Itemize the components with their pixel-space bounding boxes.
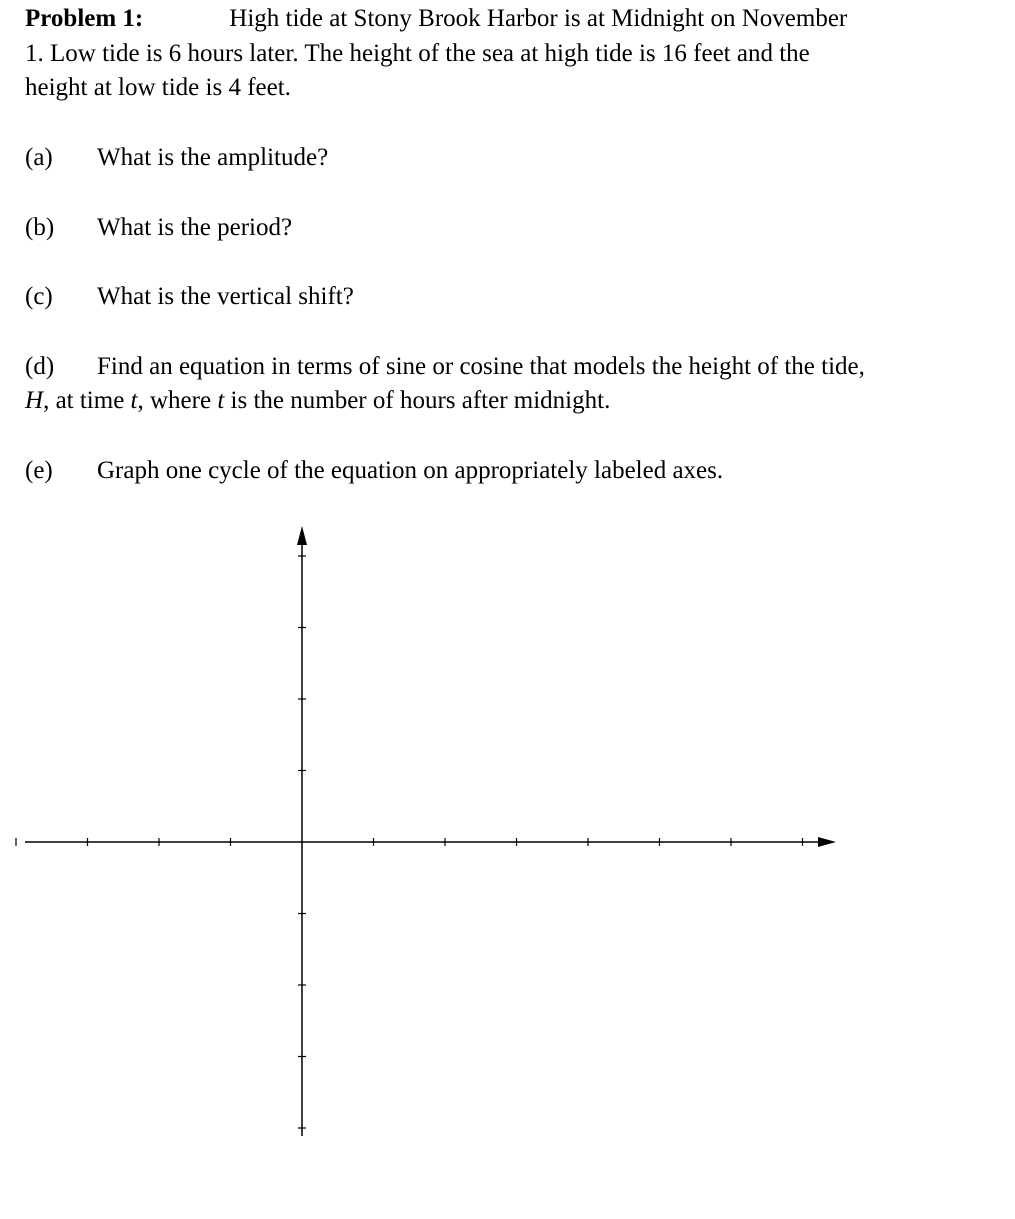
- problem-line-3: height at low tide is 4 feet.: [25, 74, 291, 101]
- question-c-text: What is the vertical shift?: [97, 283, 354, 310]
- var-H: H: [25, 387, 44, 414]
- question-b-text: What is the period?: [97, 214, 293, 241]
- problem-line-2: 1. Low tide is 6 hours later. The height of the sea at high tide is 16 feet and the: [25, 40, 810, 67]
- question-e-label: (e): [25, 457, 53, 484]
- question-e-text: Graph one cycle of the equation on appropriately labeled axes.: [97, 457, 724, 484]
- question-d-cont-3: is the number of hours after midnight.: [224, 387, 611, 414]
- question-a-label: (a): [25, 144, 53, 171]
- question-d-text: Find an equation in terms of sine or cosine that models the height of the tide,: [97, 353, 865, 380]
- var-t-2: t: [217, 387, 225, 414]
- question-d-label: (d): [25, 353, 55, 380]
- var-t-1: t: [130, 387, 138, 414]
- question-d-cont-1: , at time: [43, 387, 131, 414]
- y-axis-arrow: [297, 526, 307, 545]
- x-axis-arrow: [818, 837, 836, 847]
- axes-group: [25, 526, 836, 1136]
- problem-text-1: High tide at Stony Brook Harbor is at Midnight on November: [229, 5, 848, 32]
- question-a-text: What is the amplitude?: [97, 144, 329, 171]
- question-d-cont-2: , where: [137, 387, 218, 414]
- question-b-label: (b): [25, 214, 55, 241]
- question-c-label: (c): [25, 283, 53, 310]
- problem-heading: Problem 1:: [25, 5, 144, 32]
